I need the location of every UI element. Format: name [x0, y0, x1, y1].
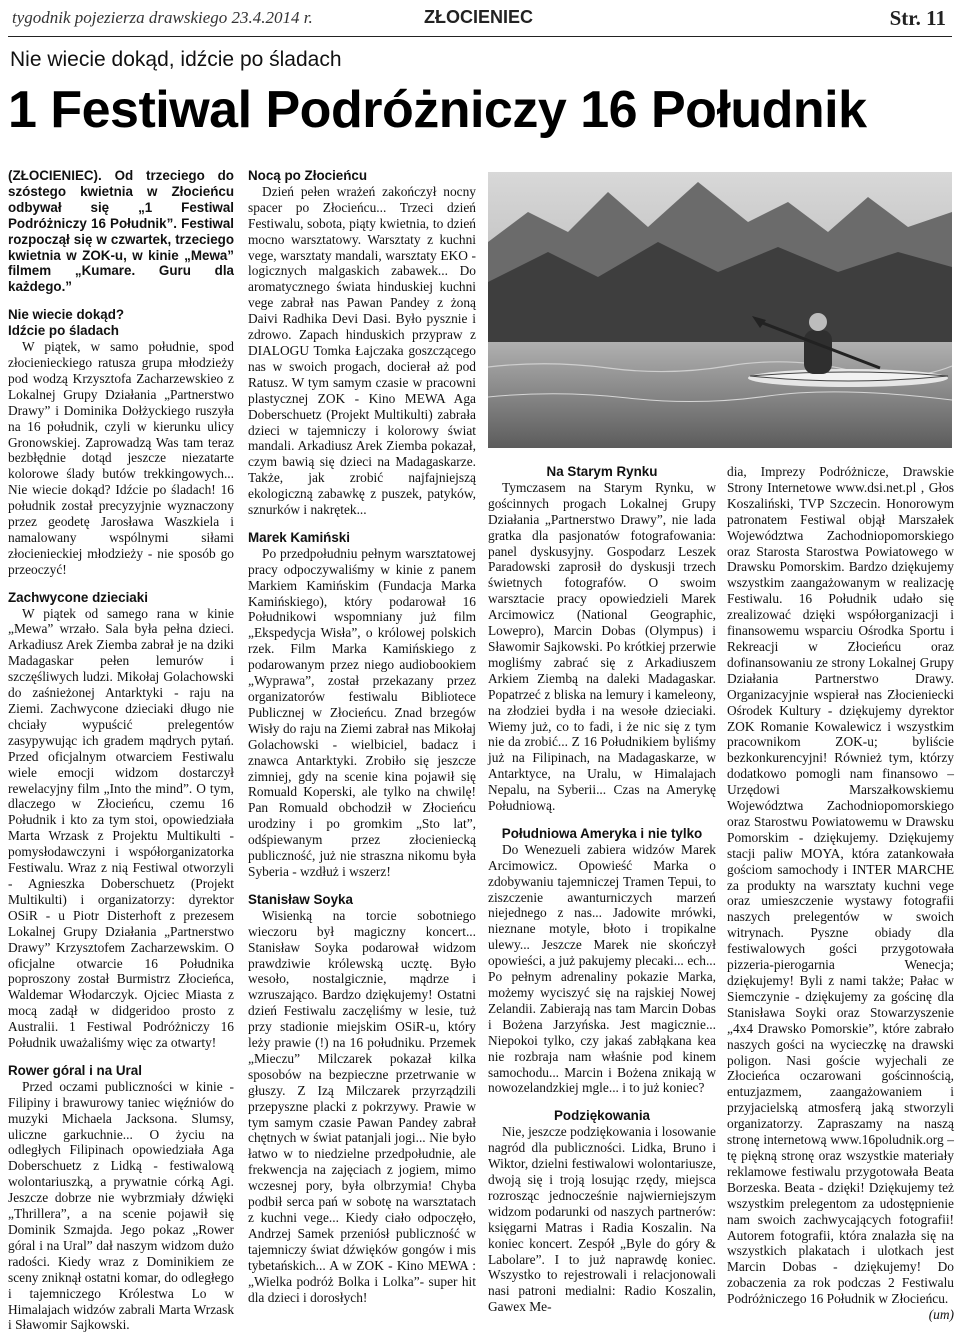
- subheading-stanislaw-soyka: Stanisław Soyka: [248, 891, 353, 907]
- section-name: ZŁOCIENIEC: [424, 7, 534, 27]
- subheading-poludniowa-ameryka: Południowa Ameryka i nie tylko: [501, 825, 703, 841]
- subheading-nie-wiecie-dokad: Nie wiecie dokąd?: [8, 307, 125, 323]
- paragraph-sec2: W piątek od samego rana w kinie „Mewa” wrzało. Sala była pełna dzieci. Arkadiusz Arek Ziemba zabrał je na dziki Madagaskar pełen lemurów i szczęśliwych ludzi. Mikołaj Golachowski do zaśnieżonej Antarktyki - raju na Ziemi. Zachwycone dzieciaki długo nie chciały wypuścić prelegentów zasypywując ich gradem mądrych pytań. Przed oficjalnym otwarciem Festiwalu wiele emocji widzom dostarczył rewelacyjny film „Into the mind”. O tym, dlaczego w Złocieńcu, czemu 16 Południk i kto za tym stoi, opowiedziała Marta Wrzask z Projektu Multikulti - pomysłodawczyni i współorganizatorka Festiwalu. Wraz z nią Festiwal otworzyli - Agnieszka Doberschuetz (Projekt Multikulti) i organizatorzy: dyrektor OSiR - u Piotr Disterhoft z prezesem Lokalnej Grupy Działania „Partnerstwo Drawy” Krzysztofem Zacharzewskim. O oficjalne otwarcie 16 Południka poproszony został Burmistrz Złocieńca, Waldemar Włodarczyk. Ojciec Miasta z mocą zadął w didgeridoo prosto z Australii. 1 Festiwal Podróżniczy 16 Południk uważaliśmy więc za otwarty!: [8, 605, 234, 1051]
- subheading-na-starym-rynku: Na Starym Rynku: [546, 464, 658, 479]
- column-3: [488, 464, 716, 1315]
- column-1: [8, 168, 234, 1333]
- subheading-noca-po-zlocincu: Nocą po Złocieńcu: [248, 168, 368, 183]
- subheading-idzcie-po-sladach: Idźcie po śladach: [8, 323, 119, 339]
- paragraph-sec5: Po przedpołudniu pełnym warsztatowej pracy odpoczywaliśmy w kinie z panem Markiem Kamińskim (Fundacja Marka Kamińskiego), który podarował 16 Południkowi wspomniany już film „Ekspedycja Wisła”, o królowej polskich rzek. Film Marka Kamińskiego z podarowanym przez niego audiobookiem „Wyprawa”, został przekazany przez organizatorów festiwalu Bibliotece Publicznej w Złocieńcu. Znad brzegów Wisły do raju na Ziemi zabrał nas Mikołaj Golachowski - wielbiciel, badacz i znawca Antarktyki. Zrobiło się jeszcze zimniej, gdy na scenie kina pojawił się Romuald Koperski, ale tylko na chwilę! Pan Romuald obchodził w Złocieńcu urodziny i po gromkim „Sto lat”, odśpiewanym przez złocieniecką publiczność, już nie straszna nikomu była Syberia - wzdłuż i wszerz!: [248, 545, 476, 879]
- paragraph-sec7: Tymczasem na Starym Rynku, w gościnnych progach Lokalnej Grupy Działania „Partnerstwo Drawy”, nie lada gratka dla pasjonatów fotografowania: panel dyskusyjny. Gospodarz Leszek Paradowski zaprosił do dyskusji trzech świetnych fotografów. O swoim warsztacie pracy opowiedzieli Marek Arcimowicz (National Geographic, Lowepro), Marcin Dobas (Olympus) i Sławomir Sajkowski. Po krótkiej przerwie mogliśmy zabrać się z Arkadiuszem Arkiem Ziembą na daleki Madagaskar. Popatrzeć z bliska na lemury i kameleony, na złodziei bydła i na wesołe dzieciaki. Wiemy już, co to fadi, i że nic się z tym nie da zrobić... Z 16 Południkiem byliśmy już na Filipinach, na Madagaskarze, w Antarktyce, na Uralu, w Himalajach Nepalu, na Syberii... Czas na Amerykę Południową.: [488, 479, 716, 814]
- subheading-zachwycone-dzieciaki: Zachwycone dzieciaki: [8, 589, 148, 605]
- kayak-photo: [488, 172, 952, 448]
- column-4: [727, 464, 954, 1323]
- column-2: [248, 168, 476, 1305]
- article-headline: 1 Festiwal Podróżniczy 16 Południk: [8, 81, 867, 139]
- paragraph-sec9-continued: dia, Imprezy Podróżnicze, Drawskie Strony Internetowe www.dsi.net.pl , Głos Koszaliński, TVP Szczecin. Honorowym patronatem Festiwal objął Marszałek Województwa Zachodniopomorskiego oraz Starosta Starostwa Powiatowego w Drawsku Pomorskim. Bardzo dziękujemy wszystkim zaangażowanym w realizację Festiwalu. 16 Południk udało się zrealizować dzięki współorganizacji i finansowemu wsparciu Ośrodka Sportu i Rekreacji w Złocieńcu oraz dofinansowaniu ze strony Lokalnej Grupy Działania Partnerstwo Drawy. Organizacyjnie wspierał nas Złocieniecki Ośrodek Kultury - dziękujemy dyrektor ZOK Romanie Kowalewicz i wszystkim pracownikom ZOK-u; byliście bezkonkurencyjni! Również tym, którzy dodatkowo pomogli nam finansowo – Urzędowi Marszałkowskiemu Województwa Zachodniopomorskiego oraz Starostwu Powiatowemu w Drawsku Pomorskim - dziękujemy. Dziękujemy stacji paliw MOYA, która zatankowała gościom samochody i INTER MARCHE za produkty na warsztaty kuchni vege oraz umieszczenie wystawy fotografii naszych prelegentów w swoich witrynach. Pyszne obiady dla festiwalowych gości przygotowała pizzeria-pierogarnia Wenecja; dziękujemy! Byli z nami także; Pałac w Siemczynie - dziękujemy za gościnę dla Stanisława Soyki oraz Stowarzyszenie „4x4 Drawsko Pomorskie”, które zabrało naszych gości na wycieczkę na drawski poligon. Nasi goście wyjechali ze Złocieńca oczarowani gościnnością, entuzjazmem, zaangażowaniem i przyjacielską atmosferą jaką stworzyli organizatorzy. Zapraszamy na naszą stronę internetową www.16poludnik.org – tę piękną stronę oraz wszystkie materiały reklamowe festiwalu przygotowała Beata Borzeska. Beata - dzięki! Dziękujemy też wszystkim prelegentom za udostępnienie nam swoich zachwycających fotografii! Autorem fotografii, która znalazła się na wszystkich plakatach i ulotkach jest Marcin Dobas - dziękujemy! Do zobaczenia za rok podczas 2 Festiwalu Podróżniczego 16 Południk w Złocieńcu.: [727, 464, 954, 1307]
- subheading-marek-kaminski: Marek Kamiński: [248, 529, 350, 545]
- kayak-photo-illustration: [488, 172, 952, 448]
- subheading-podziekowania: Podziękowania: [554, 1108, 650, 1124]
- page-header: [8, 0, 952, 37]
- publication-name: tygodnik pojezierza drawskiego 23.4.2014 r.: [12, 8, 313, 27]
- paragraph-sec3: Przed oczami publiczności w kinie - Filipiny i brawurowy taniec więźniów do muzyki Michaela Jacksona. Slumsy, uliczne garkuchnie... O życiu na odległych Filipinach opowiedziała Aga Doberschuetz z Lidką - festiwalową wolontariuszką, a prywatnie córką Agi. Jeszcze dobrze nie wybrzmiały dźwięki „Thrillera”, a na scenie pojawił się Dominik Szmajda. Jego pokaz „Rower góral i na Ural” dał naszym widzom dużo radości. Kiedy wraz z Dominikiem ze sceny zniknął ostatni komar, do odległego i tajemniczego Królestwa Lo w Himalajach widzów zabrali Marta Wrzask i Sławomir Sajkowski.: [8, 1078, 235, 1333]
- page-number: Str. 11: [889, 6, 946, 30]
- paragraph-sec9: Nie, jeszcze podziękowania i losowanie nagród dla publiczności. Lidka, Bruno i Wiktor, dzielni festiwalowi wolontariusze, dwoją się i troją losując rzędy, miejsca rozrosząc jednocześnie najwierniejszym widzom podarunki od naszych partnerów: księgarni Matras i Radia Koszalin. Na koniec koncert. Zespół „Byle do góry & Labolare”. I to już naprawdę koniec. Wszystko to rejestrowali i relacjonowali nasi patroni medialni: Radio Koszalin, Gawex Me-: [488, 1124, 716, 1315]
- paragraph-sec4: Dzień pełen wrażeń zakończył nocny spacer po Złocieńcu... Trzeci dzień Festiwalu, sobota, piąty kwietnia, to dzień mocno warsztatowy. Warsztaty z kuchni vege, warsztaty mandali, warsztaty EKO - logicznych malgaskich zabawek... Do aromatycznego świata hinduskiej kuchni vege zabrał nas Pawan Pandey z żoną Daivi Radhika Devi Dasi. Było pysznie i zdrowo. Zapach hinduskich przypraw z DIALOGU Tomka Łajczaka goszczącego nas w swoich progach, docierał aż pod Ratusz. W tym samym czasie w pracowni plastycznej ZOK - Kino MEWA Aga Doberschuetz (Projekt Multikulti) zabrała dzieci w tajemniczy i kolorowy świat mandali. Arkadiusz Arek Ziemba pokazał, czym bawią się dzieci na Madagaskarze. Także, jak zrobić najfajniejszą ekologiczną zabawkę z puszek, patyków, sznurków i nakrętek...: [248, 183, 476, 518]
- paragraph-sec6: Wisienką na torcie sobotniego wieczoru był magiczny koncert... Stanisław Soyka podarował widzom prawdziwie królewską ucztę. Było wesoło, nostalgicznie, mądrze i wzruszająco. Bardzo dziękujemy! Ostatni dzień Festiwalu zaczęliśmy w lesie, tuż przy stadionie miejskim OSiR-u, który leży prawie (!) na 16 południku. Przemek „Mieczu” Milczarek pokazał kilka sposobów na bezpieczne przetrwanie w głuszy. Z Izą Milczarek przyrządzili przepyszne placki z pokrzywy. Prawie w tym samym czasie Pawan Pandey zabrał chętnych w świat patanjali jogi... Nie było łatwo w to niedzielne przedpołudnie, ale frekwencja na zajęciach z jogiem, mimo wczesnej pory, była olbrzymia! Chyba podbił serca pań w sobotę na warsztatach z kuchni vege... Kiedy ciało odpoczęło, Andrzej Samek przeniósł publiczność w tajemniczy świat dźwięków gongów i mis tybetańskich... A w ZOK - Kino MEWA : „Wielka podróż Bolka i Lolka”- super hit dla dzieci i dorosłych!: [248, 907, 476, 1305]
- article-kicker: Nie wiecie dokąd, idźcie po śladach: [10, 48, 342, 71]
- author-signoff: (um): [928, 1307, 954, 1323]
- subheading-rower-goral: Rower góral i na Ural: [8, 1062, 142, 1078]
- paragraph-sec1: W piątek, w samo południe, spod złocienieckiego ratusza grupa młodzieży pod wodzą Krzysztofa Zacharzewskieo z Lokalnej Grupy Działania „Partnerstwo Drawy” i Dominika Dołżyckiego ruszyła na 16 południk, czyli w kierunku ulicy Gronowskiej. Zaprowadzą Was tam teraz bezbłędnie dotąd jeszcze niezatarte kolorowe ślady butów trekkingowych... Nie wiecie dokąd? Idźcie po śladach! 16 południk został precyzyjnie wyznaczony przez geodetę Jarosława Waszkiela i namalowany wspólnymi siłami złocienieckiej młodzieży - nie sposób go przeoczyć!: [8, 339, 234, 577]
- article-lead: (ZŁOCIENIEC). Od trzeciego do szóstego kwietnia w Złocieńcu odbywał się „1 Festiwal Podróżniczy 16 Południk”. Festiwal rozpoczął się w czwartek, trzeciego kwietnia w ZOK-u, w kinie „Mewa” filmem „Kumare. Guru dla każdego.”: [8, 168, 234, 295]
- paragraph-sec8: Do Wenezueli zabiera widzów Marek Arcimowicz. Opowieść Marka o zdobywaniu tajemniczej Tramen Tepui, to ziszczenie awanturniczych marzeń niejednego z nas... Jadowite mrówki, nieznane motyle, błoto i tropikalne ulewy... Jeszcze Marek nie skończył opowieści, a już pakujemy plecaki... ech... Po pełnym adrenaliny pokazie Marka, możemy wyciszyć się na rajskiej Nowej Zelandii. Zabierają nas tam Marcin Dobas i Bożena Jarzyńska. Jest magicznie... Niepokoi tylko, czy jakaś zabłąkana kea nie rozbraja nam właśnie pod kinem samochodu... Marcin i Bożena znikają w nowozelandzkiej mgle... i to już koniec?: [488, 841, 716, 1096]
